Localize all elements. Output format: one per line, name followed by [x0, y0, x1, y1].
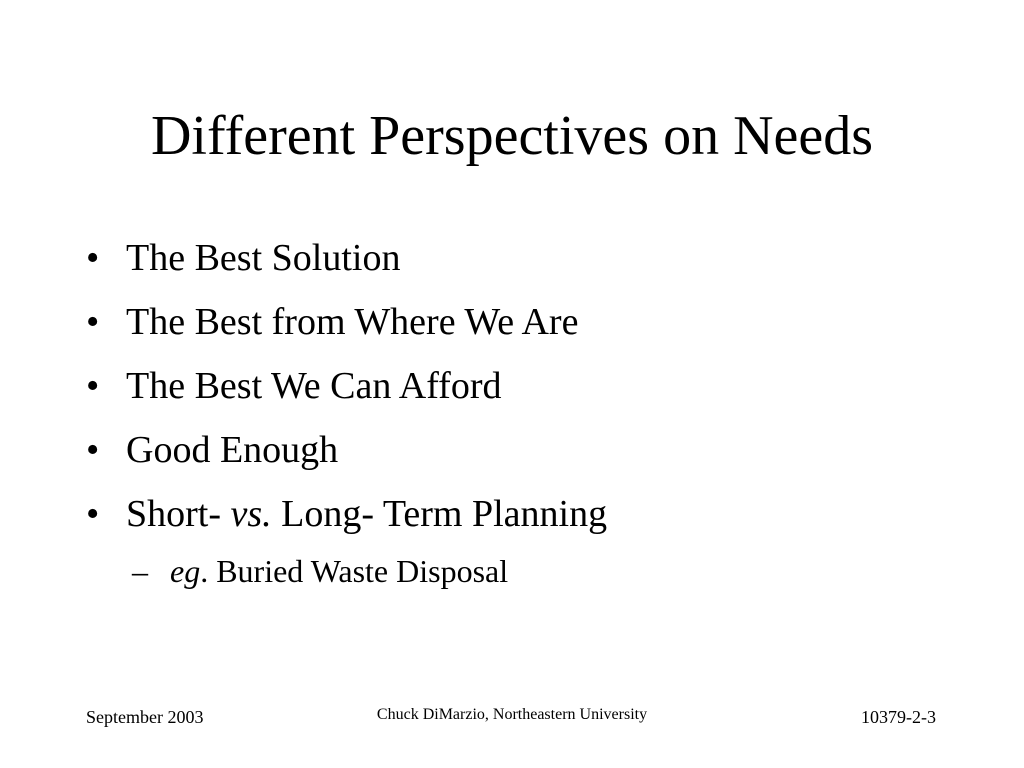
sub-bullet-list	[86, 546, 607, 596]
bullet-text-part: Long- Term Planning	[271, 493, 608, 535]
sub-bullet-marker: –	[132, 553, 148, 589]
bullet-marker: •	[86, 365, 100, 407]
footer-date: September 2003	[86, 707, 204, 727]
bullet-list	[86, 226, 607, 596]
sub-bullet-text-italic: eg	[170, 553, 201, 589]
bullet-marker: •	[86, 493, 100, 535]
bullet-text: The Best Solution	[126, 237, 401, 279]
sub-bullet-text: . Buried Waste Disposal	[200, 553, 509, 589]
footer-slide-number: 10379-2-3	[861, 707, 936, 727]
slide-title: Different Perspectives on Needs	[150, 105, 874, 167]
bullet-item	[86, 482, 607, 546]
bullet-item	[86, 226, 607, 290]
bullet-item	[86, 290, 607, 354]
footer-author: Chuck DiMarzio, Northeastern University	[376, 706, 648, 723]
bullet-text: The Best from Where We Are	[126, 301, 579, 343]
bullet-item	[86, 354, 607, 418]
sub-bullet-item	[86, 546, 607, 596]
sub-bullet-group	[86, 546, 607, 596]
bullet-marker: •	[86, 237, 100, 279]
bullet-item	[86, 418, 607, 482]
bullet-marker: •	[86, 301, 100, 343]
bullet-text-part: Short-	[126, 493, 231, 535]
bullet-marker: •	[86, 429, 100, 471]
bullet-text: Good Enough	[126, 429, 339, 471]
bullet-text: The Best We Can Afford	[126, 365, 502, 407]
bullet-text-italic: vs.	[230, 493, 272, 535]
